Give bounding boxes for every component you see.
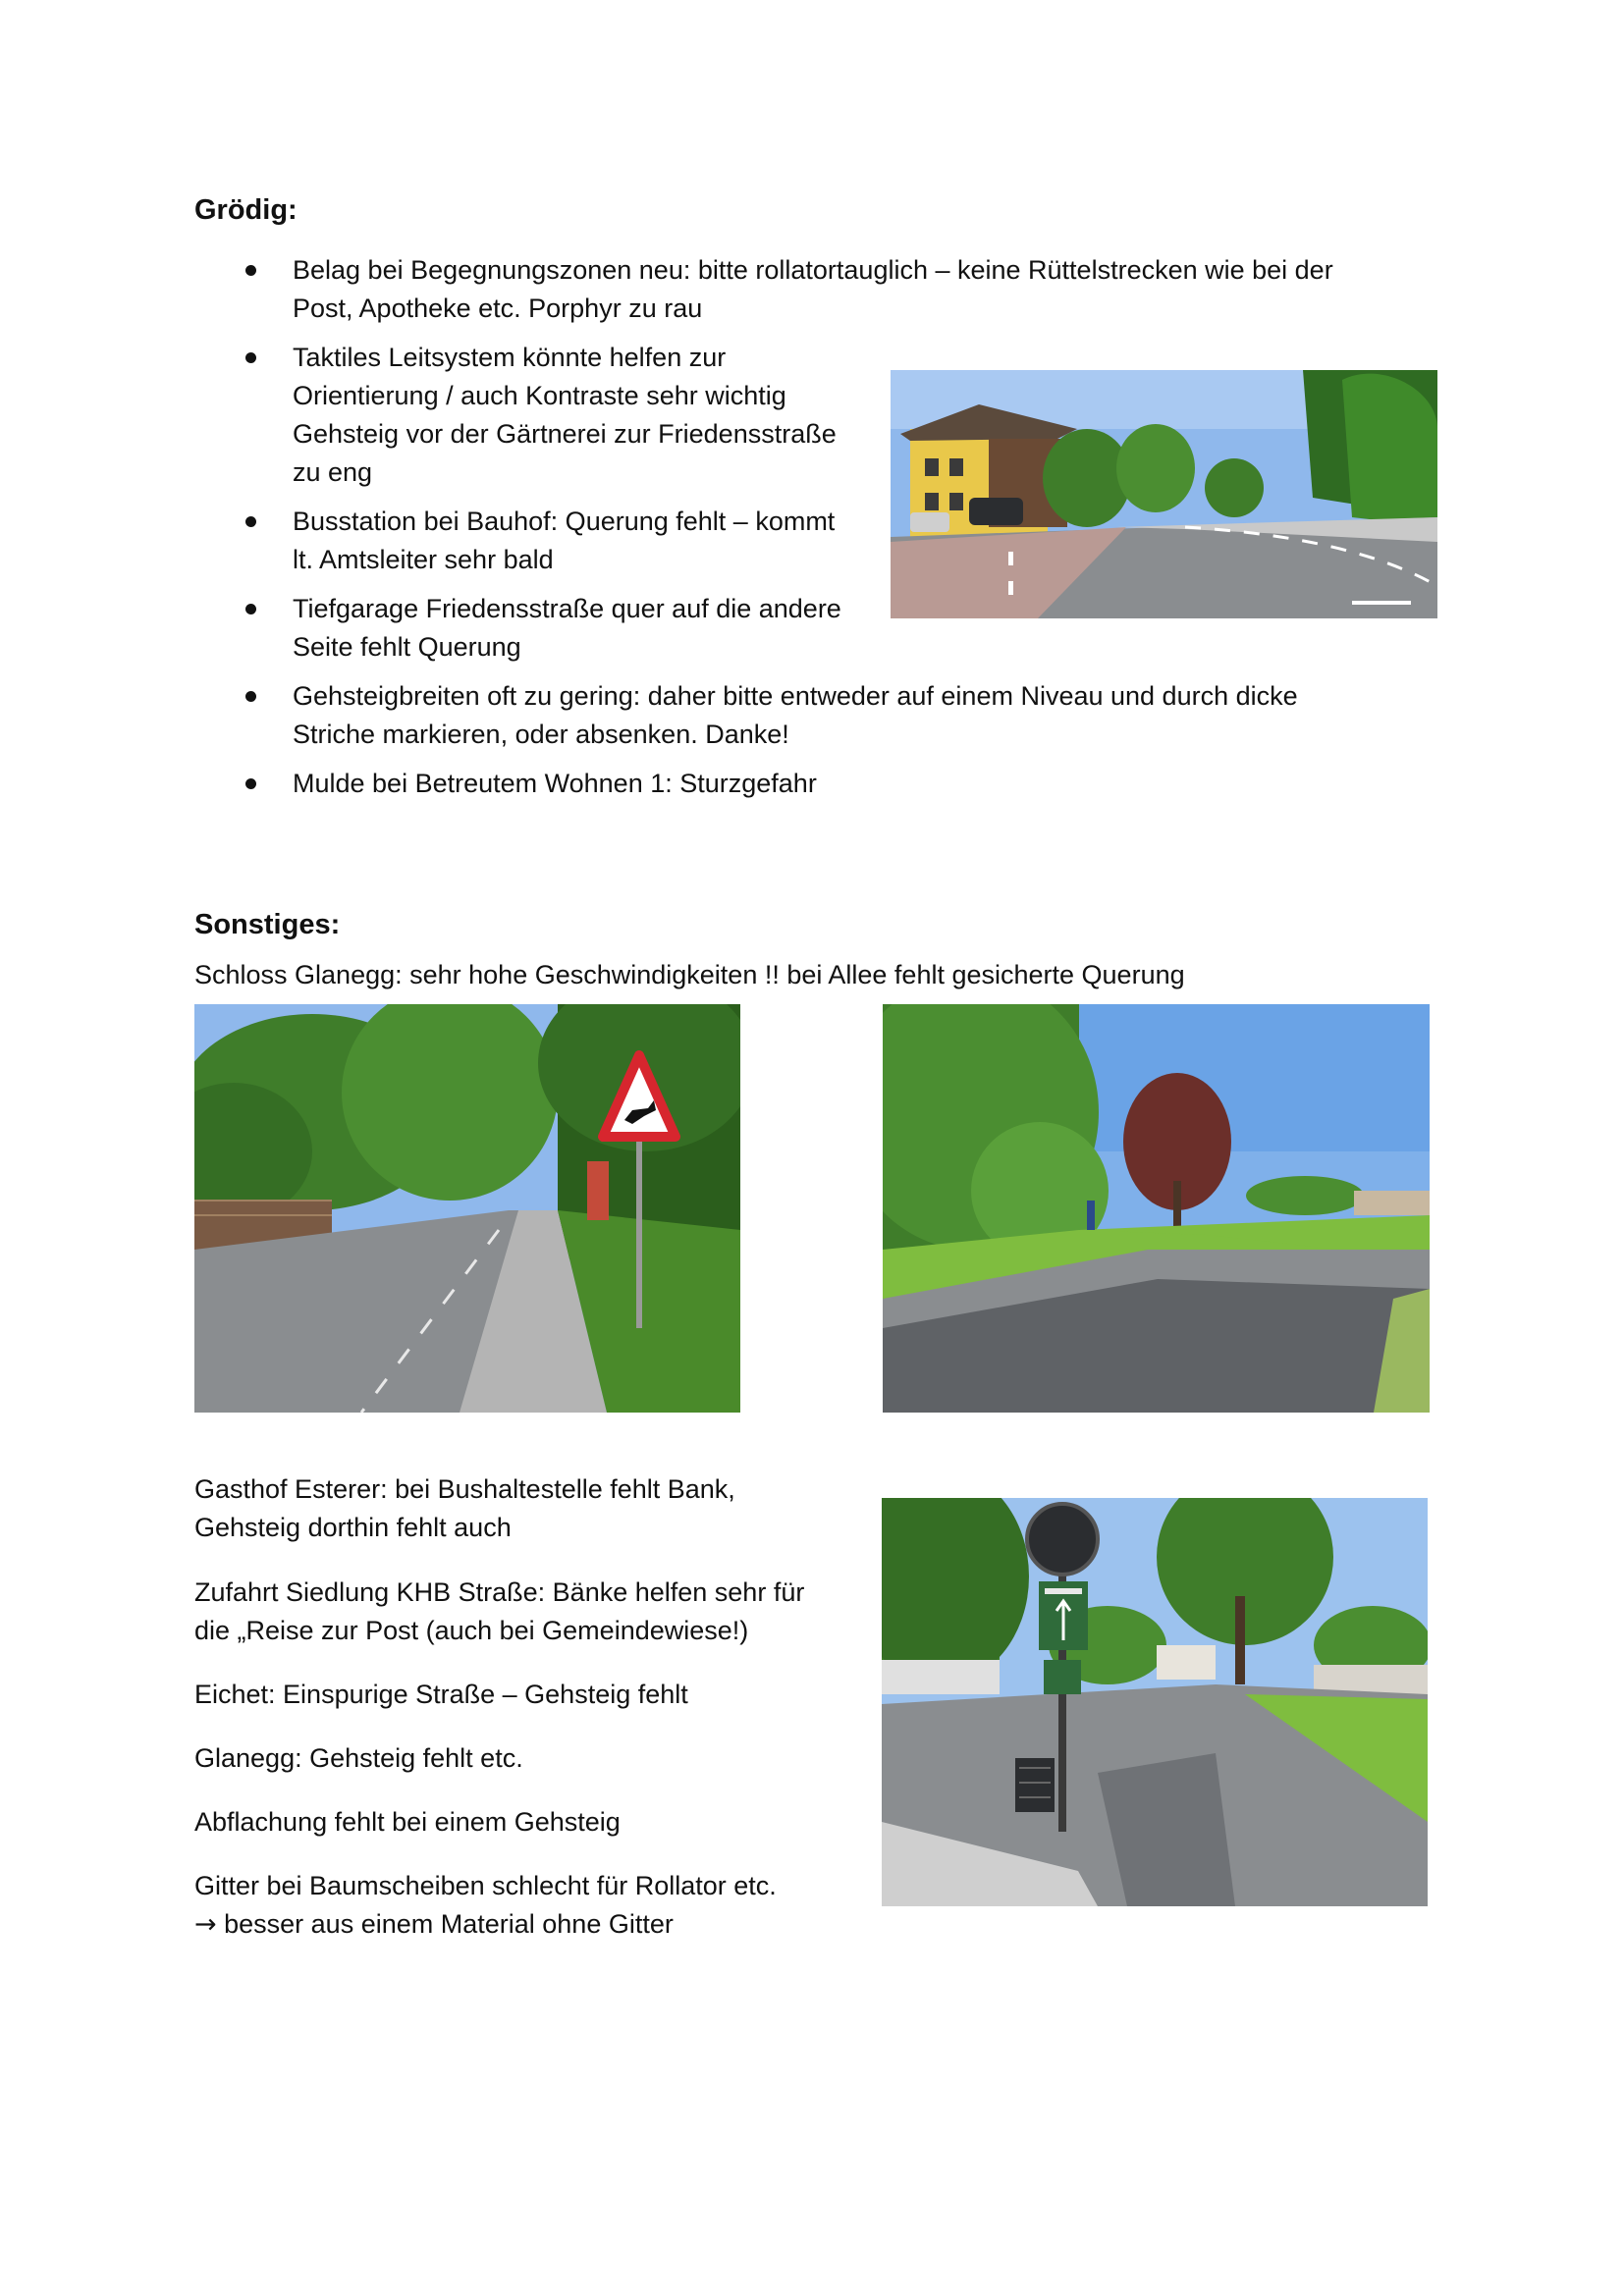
section-heading-groedig: Grödig:: [194, 194, 298, 226]
sonstiges-intro-text: Schloss Glanegg: sehr hohe Geschwindigkeiten !! bei Allee fehlt gesicherte Querung: [194, 960, 1185, 989]
bullet-dot: [245, 691, 256, 702]
bullet-item: Tiefgarage Friedensstraße quer auf die andere Seite fehlt Querung: [245, 590, 1473, 667]
bullet-dot: [245, 516, 256, 527]
photo-crossroads-meadow: [883, 1004, 1430, 1413]
note-glanegg: Glanegg: Gehsteig fehlt etc.: [194, 1743, 523, 1773]
bullet-dot: [245, 604, 256, 614]
arrow-right-icon: →: [194, 1909, 217, 1940]
bullet-dot: [245, 778, 256, 789]
bullet-dot: [245, 265, 256, 276]
note-eichet: Eichet: Einspurige Straße – Gehsteig fehlt: [194, 1680, 688, 1709]
bullet-item: Mulde bei Betreutem Wohnen 1: Sturzgefahr: [245, 765, 1473, 803]
photo-road-signpost: [882, 1498, 1428, 1906]
bullet-item: Gehsteigbreiten oft zu gering: daher bitte entweder auf einem Niveau und durch dicke Striche markieren, oder absenken. Danke!: [245, 677, 1473, 754]
bullet-item: Taktiles Leitsystem könnte helfen zur Orientierung / auch Kontraste sehr wichtig Gehsteig vor der Gärtnerei zur Friedensstraße zu eng: [245, 339, 1473, 492]
bullet-item: Busstation bei Bauhof: Querung fehlt – kommt lt. Amtsleiter sehr bald: [245, 503, 1473, 579]
photo-road-deer-sign: [194, 1004, 740, 1413]
note-zufahrt-siedlung: Zufahrt Siedlung KHB Straße: Bänke helfen sehr für die „Reise zur Post (auch bei Gemeindewiese!): [194, 1577, 805, 1645]
note-gasthof-esterer: Gasthof Esterer: bei Bushaltestelle fehlt Bank, Gehsteig dorthin fehlt auch: [194, 1474, 735, 1542]
bullet-item: Belag bei Begegnungszonen neu: bitte rollatortauglich – keine Rüttelstrecken wie bei der Post, Apotheke etc. Porphyr zu rau: [245, 251, 1473, 328]
section-heading-sonstiges: Sonstiges:: [194, 909, 341, 940]
note-abflachung: Abflachung fehlt bei einem Gehsteig: [194, 1807, 621, 1837]
note-gitter-baumscheiben: Gitter bei Baumscheiben schlecht für Rollator etc. → besser aus einem Material ohne Gitter: [194, 1871, 777, 1940]
bullet-dot: [245, 352, 256, 363]
photo-street-junction: [891, 370, 1437, 618]
